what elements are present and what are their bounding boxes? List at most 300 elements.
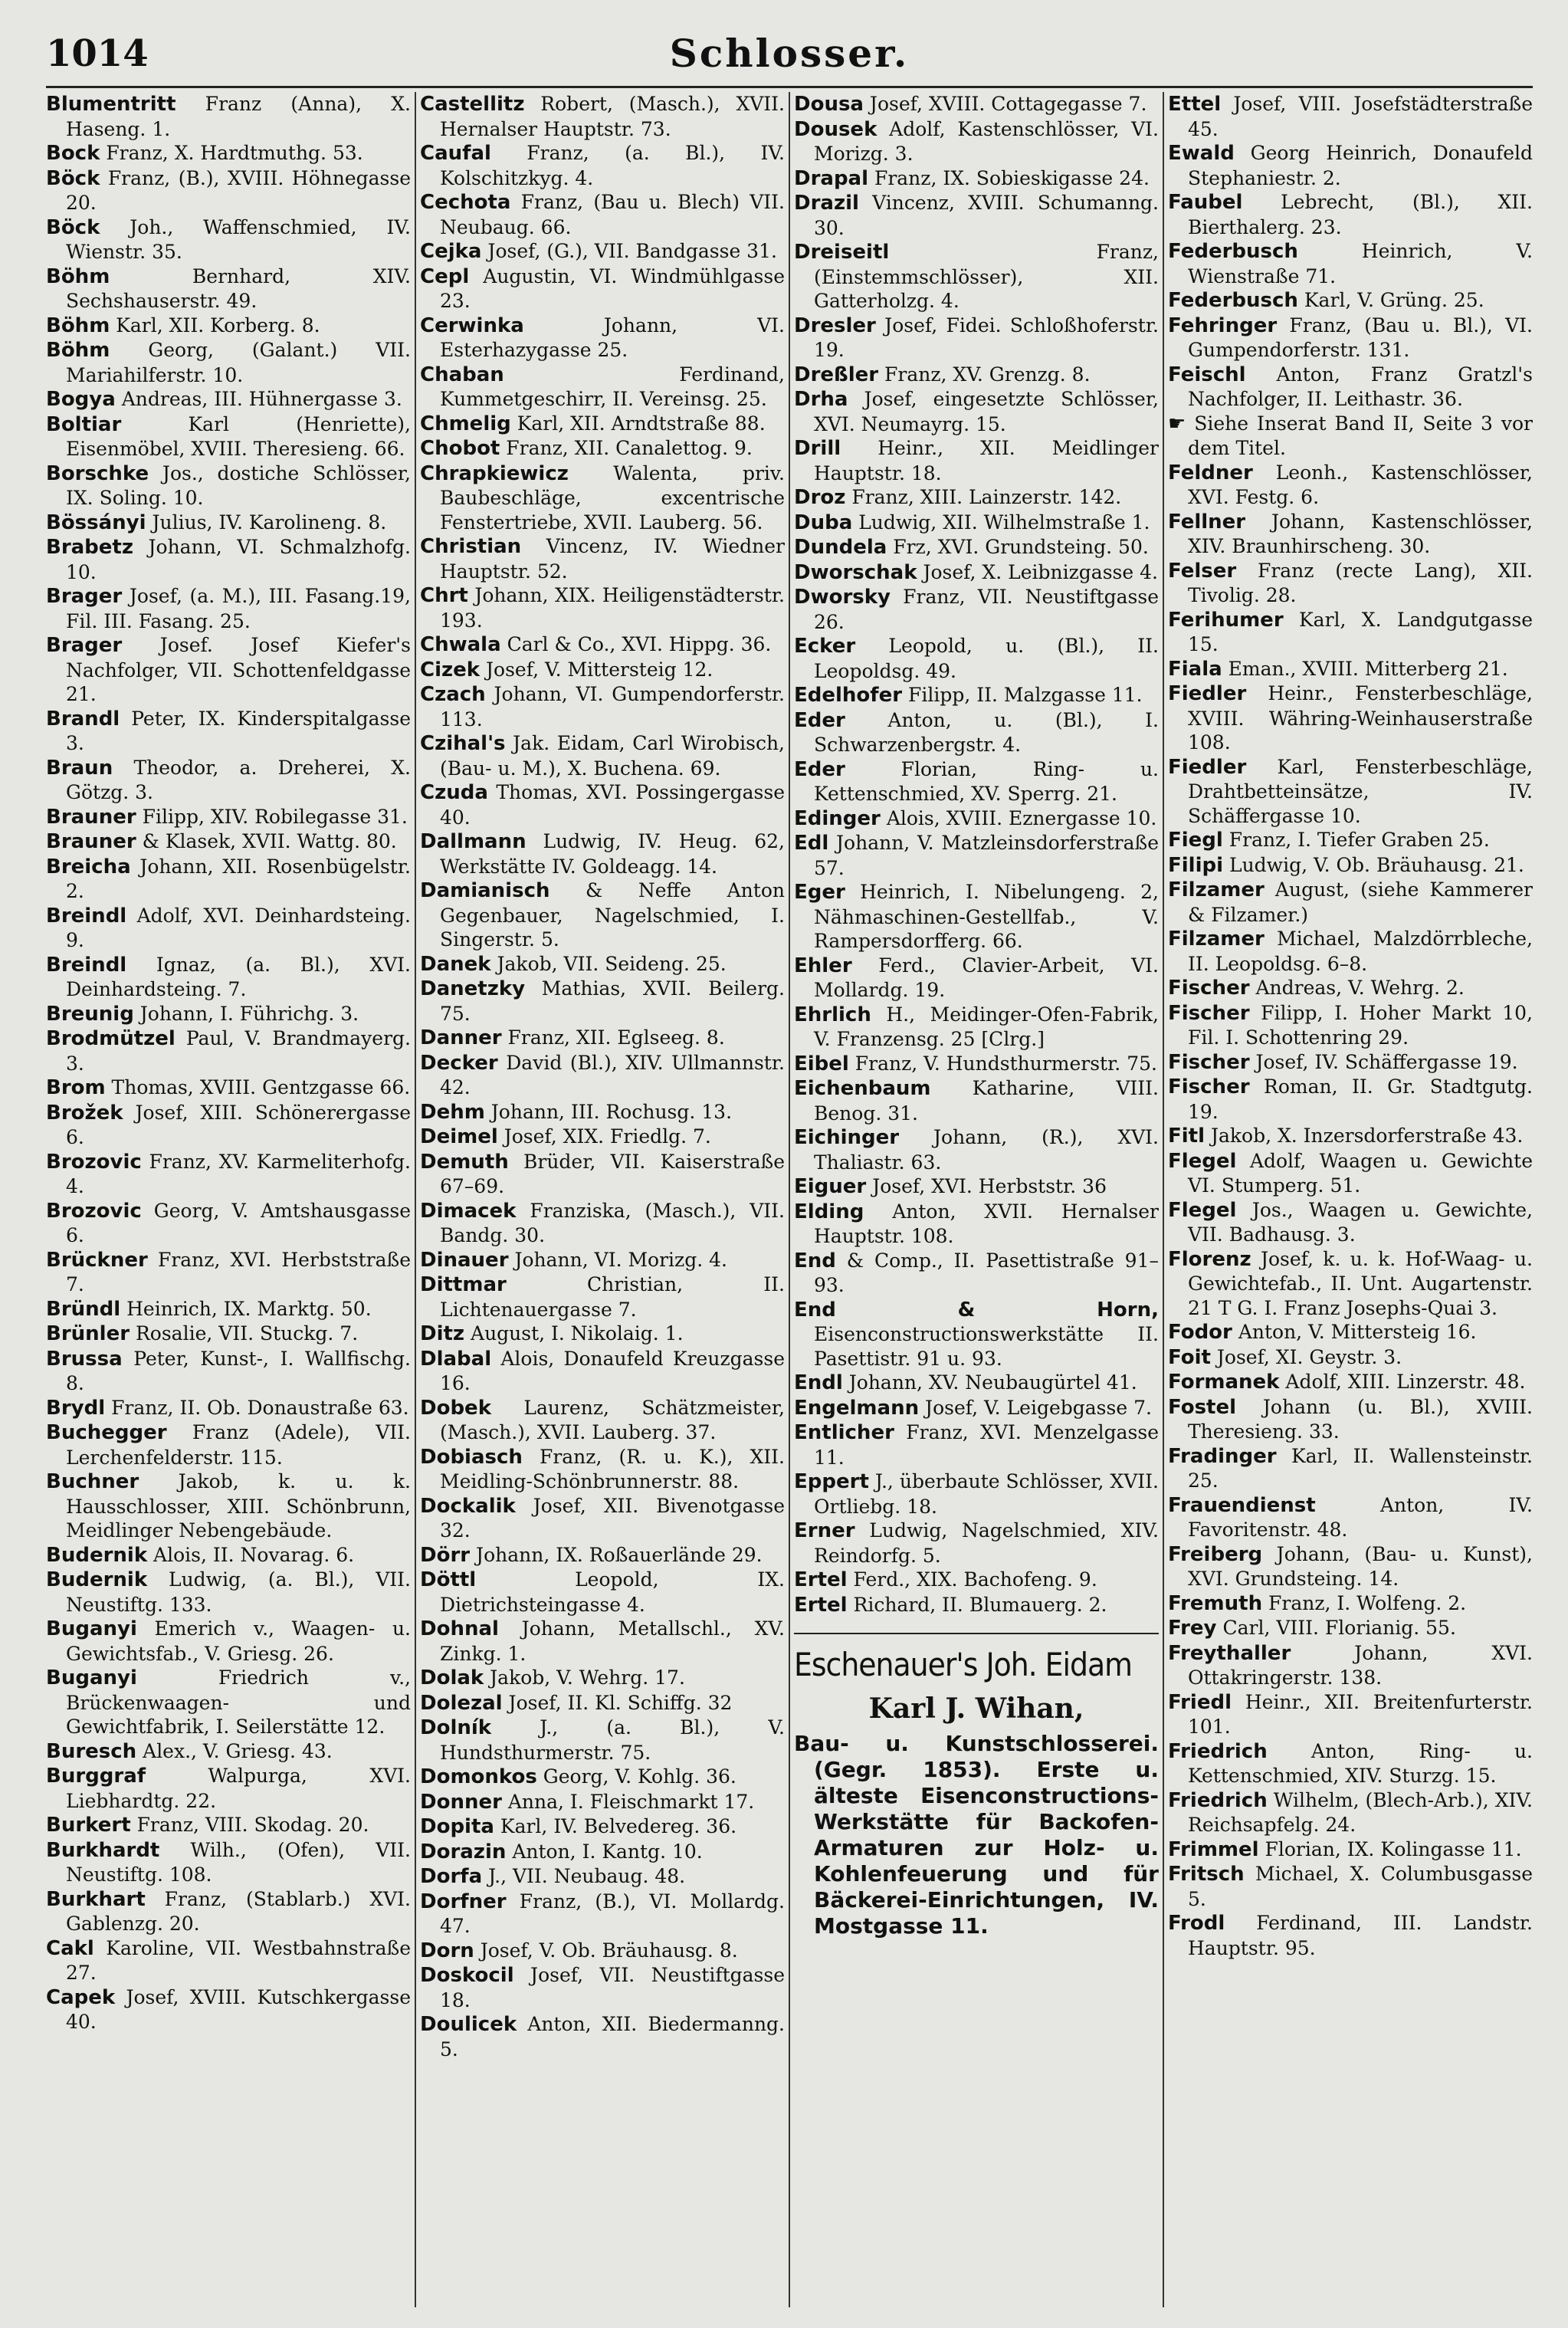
directory-entry [420, 1347, 785, 1396]
entry-details: Adolf, XIII. Linzerstr. 48. [1279, 1371, 1526, 1393]
directory-entry [46, 1101, 411, 1150]
directory-entry [1168, 1616, 1533, 1641]
entry-name: Czach [420, 683, 486, 706]
entry-name: Frodl [1168, 1912, 1225, 1935]
entry-name: Federbusch [1168, 289, 1298, 312]
entry-details: & Klasek, XVII. Wattg. 80. [136, 830, 397, 852]
entry-name: Fischer [1168, 977, 1250, 1000]
entry-details: Franz, XVI. Menzelgasse 11. [814, 1421, 1159, 1469]
entry-name: Dolak [420, 1666, 484, 1689]
directory-entry [794, 1420, 1159, 1469]
entry-name: Ewald [1168, 142, 1235, 165]
entry-name: Eibel [794, 1052, 849, 1075]
entry-name: Dreßler [794, 363, 879, 386]
entry-name: Chaban [420, 363, 504, 386]
directory-entry [420, 1691, 785, 1716]
directory-entry [46, 92, 411, 141]
entry-name: Freythaller [1168, 1641, 1291, 1665]
directory-entry [1168, 1641, 1533, 1690]
directory-entry [1168, 681, 1533, 755]
entry-name: Böck [46, 215, 100, 239]
directory-entry [46, 1666, 411, 1739]
directory-entry [46, 1985, 411, 2034]
entry-name: Brussa [46, 1347, 123, 1371]
entry-details: Jos., dostiche Schlösser, IX. Soling. 10. [66, 461, 411, 509]
directory-entry [420, 731, 785, 780]
directory-entry [46, 1739, 411, 1765]
entry-details: Ferd., XIX. Bachofeng. 9. [847, 1568, 1097, 1591]
entry-details: Florian, Ring- u. Kettenschmied, XV. Sperrg. 21. [814, 757, 1159, 805]
directory-entry [1168, 755, 1533, 829]
directory-entry [794, 1200, 1159, 1249]
entry-details: Heinr., XII. Meidlinger Hauptstr. 18. [814, 437, 1159, 484]
entry-details: Thomas, XVI. Possingergasse 40. [440, 781, 785, 829]
directory-entry [1168, 657, 1533, 682]
directory-entry [1168, 878, 1533, 927]
directory-entry [1168, 510, 1533, 559]
directory-entry [1168, 1444, 1533, 1493]
entry-name: Dresler [794, 314, 876, 337]
entry-details: Filipp, II. Malzgasse 11. [902, 684, 1143, 706]
entry-name: Budernik [46, 1543, 148, 1567]
entry-details: Johann, VI. Gumpendorferstr. 113. [440, 683, 785, 731]
entry-details: Jakob, V. Wehrg. 17. [484, 1666, 685, 1689]
directory-entry [794, 757, 1159, 806]
directory-entry [46, 1199, 411, 1248]
directory-entry [420, 1150, 785, 1199]
entry-details: Johann, XIX. Heiligenstädterstr. 193. [440, 584, 785, 632]
entry-details: Franziska, (Masch.), VII. Bandg. 30. [440, 1199, 785, 1246]
directory-entry [420, 1396, 785, 1445]
entry-details: Ludwig, XII. Wilhelmstraße 1. [852, 511, 1150, 534]
entry-details: Franz, (B.), VI. Mollardg. 47. [440, 1890, 785, 1937]
entry-name: Frey [1168, 1617, 1217, 1640]
entry-details: August, I. Nikolaig. 1. [464, 1322, 684, 1345]
entry-name: Ecker [794, 635, 856, 658]
entry-details: Josef, IV. Schäffergasse 19. [1249, 1050, 1518, 1073]
entry-details: Anna, I. Fleischmarkt 17. [501, 1790, 755, 1813]
directory-entry [46, 461, 411, 511]
directory-entry [420, 141, 785, 190]
entry-name: Erner [794, 1519, 855, 1542]
entry-details: Bernhard, XIV. Sechshauserstr. 49. [66, 264, 411, 312]
entry-name: Duba [794, 511, 853, 534]
entry-details: Mathias, XVII. Beilerg. 75. [440, 977, 785, 1025]
directory-entry [46, 1543, 411, 1568]
entry-name: Budernik [46, 1568, 148, 1591]
entry-name: Böhm [46, 264, 110, 288]
directory-entry [420, 952, 785, 977]
directory-entry [794, 880, 1159, 954]
entry-name: Dworsky [794, 586, 891, 609]
directory-entry [420, 1125, 785, 1150]
page-title: Schlosser. [669, 31, 910, 76]
entry-details: Josef, XI. Geystr. 3. [1210, 1345, 1402, 1368]
directory-entry [420, 2012, 785, 2061]
directory-entry [794, 117, 1159, 166]
directory-entry [420, 534, 785, 583]
directory-entry [1168, 1493, 1533, 1542]
directory-entry [420, 264, 785, 314]
entry-details: Franz, V. Hundsthurmerstr. 75. [848, 1052, 1157, 1075]
directory-entry [794, 1593, 1159, 1618]
entry-details: Ignaz, (a. Bl.), XVI. Deinhardsteing. 7. [66, 953, 411, 1000]
entry-details: Georg, (Galant.) VII. Mariahilferstr. 10. [66, 339, 411, 386]
entry-name: Bründl [46, 1297, 121, 1321]
directory-entry [1168, 1395, 1533, 1444]
entry-name: Donner [420, 1790, 502, 1814]
entry-name: Breunig [46, 1002, 134, 1026]
directory-entry [794, 1396, 1159, 1421]
entry-details: Franz (Adele), VII. Lerchenfelderstr. 115. [66, 1421, 411, 1469]
ad-owner: Karl J. Wihan, [868, 1693, 1084, 1725]
column-1 [46, 92, 411, 2307]
directory-entry [420, 878, 785, 952]
entry-details: Franz, (a. Bl.), IV. Kolschitzkyg. 4. [440, 142, 785, 189]
entry-name: Fellner [1168, 510, 1246, 534]
entry-details: Josef, k. u. k. Hof-Waag- u. Gewichtefab., II. Unt. Augartenstr. 21 T G. I. Franz Josephs-Quai 3. [1188, 1247, 1533, 1319]
directory-entry [46, 1150, 411, 1199]
entry-details: Franz, XV. Karmeliterhofg. 4. [66, 1150, 411, 1197]
directory-entry [794, 363, 1159, 388]
entry-name: Ehler [794, 954, 852, 977]
entry-details: Josef, XVIII. Kutschkergasse 40. [66, 1985, 411, 2033]
directory-entry [46, 1764, 411, 1813]
entry-name: Friedl [1168, 1690, 1232, 1714]
entry-details: Leopold, u. (Bl.), II. Leopoldsg. 49. [814, 635, 1159, 682]
entry-name: Faubel [1168, 191, 1243, 214]
entry-details: Carl, VIII. Florianig. 55. [1216, 1617, 1456, 1639]
directory-entry [794, 806, 1159, 832]
entry-name: Brandl [46, 707, 120, 731]
entry-name: Fremuth [1168, 1591, 1263, 1615]
directory-entry [420, 1026, 785, 1051]
directory-entry [420, 780, 785, 829]
entry-details: Franz, (Stablarb.) XVI. Gablenzg. 20. [66, 1887, 411, 1935]
entry-details: J., (a. Bl.), V. Hundsthurmerstr. 75. [440, 1716, 785, 1764]
directory-entry [420, 1890, 785, 1939]
entry-name: Frauendienst [1168, 1493, 1316, 1517]
directory-entry [46, 511, 411, 536]
directory-entry [794, 831, 1159, 880]
entry-details: Emerich v., Waagen- u. Gewichtsfab., V. Griesg. 26. [66, 1617, 411, 1665]
entry-name: Ertel [794, 1593, 848, 1617]
entry-name: Dolník [420, 1716, 492, 1739]
entry-details: Franz, II. Ob. Donaustraße 63. [105, 1396, 409, 1419]
entry-details: Josef, V. Leigebgasse 7. [919, 1396, 1152, 1419]
entry-name: Edelhofer [794, 684, 903, 707]
entry-details: Jakob, X. Inzersdorferstraße 43. [1205, 1125, 1524, 1147]
entry-name: Fitl [1168, 1125, 1206, 1148]
entry-details: Johann, XV. Neubaugürtel 41. [842, 1371, 1137, 1394]
entry-name: Castellitz [420, 93, 525, 116]
entry-details: Johann, VI. Morizg. 4. [508, 1248, 727, 1271]
directory-entry [46, 141, 411, 166]
entry-name: Blumentritt [46, 93, 176, 116]
entry-details: H., Meidinger-Ofen-Fabrik, V. Franzensg. 25 [Clrg.] [814, 1003, 1159, 1050]
entry-details: Georg Heinrich, Donaufeld Stephaniestr. 2. [1188, 142, 1533, 189]
entry-details: David (Bl.), XIV. Ullmannstr. 42. [440, 1051, 785, 1098]
entry-name: Brager [46, 585, 123, 608]
entry-name: Ditz [420, 1322, 465, 1345]
entry-details: Katharine, VIII. Benog. 31. [814, 1077, 1159, 1125]
entry-details: Franz, XII. Eglseeg. 8. [501, 1026, 725, 1049]
entry-details: Josef, eingesetzte Schlösser, XVI. Neumayrg. 15. [814, 388, 1159, 435]
directory-entry [46, 1248, 411, 1297]
directory-entry [794, 634, 1159, 683]
directory-entry [420, 977, 785, 1026]
entry-details: & Neffe Anton Gegenbauer, Nagelschmied, I. Singerstr. 5. [440, 879, 785, 951]
entry-name: Dimacek [420, 1199, 517, 1223]
entry-name: Buganyi [46, 1666, 137, 1689]
entry-name: Breicha [46, 855, 131, 878]
directory-entry [1168, 853, 1533, 878]
entry-name: Buchner [46, 1470, 139, 1493]
entry-name: Ettel [1168, 93, 1222, 116]
entry-details: Josef. Josef Kiefer's Nachfolger, VII. Schottenfeldgasse 21. [66, 634, 411, 705]
entry-name: Brydl [46, 1396, 106, 1420]
entry-name: Dreiseitl [794, 241, 890, 264]
entry-details: Josef, XVI. Herbststr. 36 [866, 1175, 1107, 1197]
entry-name: Engelmann [794, 1396, 920, 1420]
column-divider [789, 92, 790, 2307]
entry-name: Felser [1168, 559, 1237, 583]
entry-name: Danner [420, 1026, 502, 1049]
directory-entry [420, 239, 785, 264]
directory-entry [420, 92, 785, 141]
entry-name: Domonkos [420, 1765, 537, 1788]
directory-entry [420, 583, 785, 632]
entry-details: Eisenconstructionswerkstätte II. Pasettistr. 91 u. 93. [814, 1323, 1159, 1370]
directory-entry [46, 535, 411, 584]
directory-entry [1168, 1320, 1533, 1345]
entry-details: Johann, VI. Esterhazygasse 25. [440, 314, 785, 361]
directory-entry [420, 1840, 785, 1865]
entry-name: Dworschak [794, 560, 917, 584]
directory-entry [46, 1347, 411, 1396]
page-header [46, 26, 1533, 80]
directory-entry [794, 560, 1159, 586]
directory-entry [1168, 1345, 1533, 1371]
directory-entry [420, 412, 785, 437]
entry-name: Dorfa [420, 1865, 483, 1888]
entry-name: Chrt [420, 584, 468, 607]
entry-details: Ferdinand, Kummetgeschirr, II. Vereinsg. 25. [440, 363, 785, 410]
directory-entry [1168, 363, 1533, 412]
entry-details: Walenta, priv. Baubeschläge, excentrische Fenstertriebe, XVII. Lauberg. 56. [440, 461, 785, 534]
entry-details: Siehe Inserat Band II, Seite 3 vor dem Titel. [1186, 412, 1533, 459]
entry-details: Johann, Kastenschlösser, XIV. Braunhirscheng. 30. [1188, 510, 1533, 557]
directory-entry [420, 1790, 785, 1815]
directory-entry [420, 1199, 785, 1248]
entry-name: Brückner [46, 1248, 148, 1272]
directory-entry [1168, 1862, 1533, 1911]
entry-details: Karl, Fensterbeschläge, Drahtbetteinsätze, IV. Schäffergasse 10. [1188, 755, 1533, 827]
directory-entry [794, 240, 1159, 314]
entry-name: Flegel [1168, 1149, 1237, 1173]
directory-entry [46, 338, 411, 387]
entry-details: Jos., Waagen u. Gewichte, VII. Badhausg. 3. [1188, 1198, 1533, 1246]
entry-name: Demuth [420, 1150, 509, 1174]
entry-name: Eder [794, 757, 845, 781]
directory-entry [46, 1617, 411, 1666]
entry-name: Dallmann [420, 830, 526, 853]
directory-entry [46, 412, 411, 461]
directory-entry [46, 1838, 411, 1887]
entry-details: Karl (Henriette), Eisenmöbel, XVIII. Theresieng. 66. [66, 412, 411, 460]
directory-entry [1168, 412, 1533, 461]
entry-name: Buganyi [46, 1617, 137, 1640]
column-4 [1168, 92, 1533, 2307]
entry-name: Dorfner [420, 1890, 507, 1913]
header-divider [46, 86, 1533, 88]
entry-details: August, (siehe Kammerer & Filzamer.) [1188, 878, 1533, 926]
directory-entry [46, 633, 411, 707]
directory-entry [46, 166, 411, 215]
ad-heading: Eschenauer's Joh. Eidam [794, 1646, 1132, 1683]
directory-entry [794, 1076, 1159, 1125]
entry-details: Josef, (a. M.), III. Fasang.19, Fil. III. Fasang. 25. [66, 585, 411, 632]
directory-entry [794, 1174, 1159, 1200]
entry-details: Anton, I. Kantg. 10. [506, 1840, 703, 1863]
entry-name: Fischer [1168, 1001, 1250, 1025]
entry-name: Dlabal [420, 1347, 492, 1371]
entry-name: Czihal's [420, 732, 506, 755]
directory-entry [1168, 1788, 1533, 1837]
directory-entry [420, 1716, 785, 1765]
directory-entry [1168, 1911, 1533, 1960]
entry-details: Adolf, XVI. Deinhardsteing. 9. [66, 904, 411, 951]
entry-name: Dobiasch [420, 1445, 523, 1469]
directory-entry [794, 511, 1159, 536]
entry-details: Carl & Co., XVI. Hippg. 36. [500, 633, 772, 655]
entry-name: Burkert [46, 1814, 131, 1837]
entry-details: Frz, XVI. Grundsteing. 50. [887, 536, 1149, 558]
directory-entry [46, 584, 411, 633]
entry-name: End [794, 1249, 836, 1272]
directory-entry [1168, 314, 1533, 363]
entry-details: Karl, XII. Arndtstraße 88. [510, 412, 766, 435]
entry-details: Laurenz, Schätzmeister, (Masch.), XVII. Lauberg. 37. [440, 1396, 785, 1443]
directory-entry [1168, 1050, 1533, 1075]
directory-entry [1168, 190, 1533, 239]
entry-name: Breindl [46, 953, 127, 977]
entry-details: Jakob, VII. Seideng. 25. [490, 952, 727, 975]
entry-details: Franz (recte Lang), XII. Tivolig. 28. [1188, 559, 1533, 606]
directory-entry [794, 436, 1159, 485]
directory-entry [1168, 1739, 1533, 1788]
entry-name: Fodor [1168, 1321, 1232, 1344]
entry-name: Boltiar [46, 412, 122, 436]
entry-name: Feischl [1168, 363, 1246, 386]
entry-name: Ferihumer [1168, 608, 1284, 632]
entry-name: Braun [46, 756, 113, 780]
entry-name: Friedrich [1168, 1739, 1268, 1763]
directory-entry [794, 683, 1159, 708]
directory-entry [46, 855, 411, 904]
entry-name: Dopita [420, 1815, 494, 1838]
directory-entry [46, 707, 411, 756]
directory-entry [46, 215, 411, 264]
entry-name: Fiegl [1168, 829, 1223, 852]
entry-name: Droz [794, 486, 846, 509]
directory-entry [1168, 1542, 1533, 1591]
entry-details: Josef, XIII. Schönerergasse 6. [66, 1101, 411, 1148]
directory-entry [794, 485, 1159, 511]
directory-entry [794, 1052, 1159, 1077]
entry-details: Franz, VIII. Skodag. 20. [130, 1814, 369, 1836]
entry-details: Jakob, k. u. k. Hausschlosser, XIII. Schönbrunn, Meidlinger Nebengebäude. [66, 1470, 411, 1542]
entry-name: Caufal [420, 142, 491, 165]
entry-name: Brožek [46, 1101, 123, 1125]
entry-details: Johann (u. Bl.), XVIII. Theresieng. 33. [1188, 1395, 1533, 1443]
entry-name: Böhm [46, 339, 110, 362]
entry-details: Anton, Franz Gratzl's Nachfolger, II. Leithastr. 36. [1188, 363, 1533, 410]
entry-details: Franz, X. Hardtmuthg. 53. [100, 142, 363, 164]
entry-name: Fischer [1168, 1075, 1250, 1098]
entry-name: Capek [46, 1985, 116, 2009]
entry-name: Filzamer [1168, 928, 1265, 951]
entry-name: Filzamer [1168, 878, 1265, 901]
entry-name: Brager [46, 634, 123, 657]
entry-details: Peter, IX. Kinderspitalgasse 3. [66, 707, 411, 754]
entry-details: Andreas, V. Wehrg. 2. [1249, 977, 1465, 999]
directory-entry [794, 954, 1159, 1003]
entry-details: Karl, V. Grüng. 25. [1297, 289, 1484, 311]
entry-details: Leopold, IX. Dietrichsteingasse 4. [440, 1568, 785, 1616]
entry-details: Josef, (G.), VII. Bandgasse 31. [481, 240, 777, 262]
entry-details: Anton, XII. Biedermanng. 5. [440, 2013, 785, 2060]
entry-details: Filipp, XIV. Robilegasse 31. [136, 805, 408, 828]
entry-details: Johann, V. Matzleinsdorferstraße 57. [814, 832, 1159, 879]
entry-details: Heinr., Fensterbeschläge, XVIII. Währing-Weinhauserstraße 108. [1188, 682, 1533, 754]
entry-name: Dundela [794, 536, 887, 559]
entry-name: Eiguer [794, 1175, 867, 1198]
entry-details: Richard, II. Blumauerg. 2. [847, 1593, 1107, 1616]
entry-name: Brozovic [46, 1150, 142, 1174]
column-divider [415, 92, 416, 2307]
entry-name: Damianisch [420, 879, 550, 902]
entry-details: Franz, I. Tiefer Graben 25. [1222, 829, 1490, 851]
entry-name: Foit [1168, 1345, 1211, 1369]
entry-details: Karl, IV. Belvedereg. 36. [494, 1815, 737, 1837]
directory-entry [794, 92, 1159, 117]
directory-entry [420, 1666, 785, 1691]
entry-details: Anton, Ring- u. Kettenschmied, XIV. Sturzg. 15. [1188, 1739, 1533, 1787]
directory-entry [1168, 92, 1533, 141]
entry-name: Burkhardt [46, 1838, 160, 1862]
entry-details: Josef, II. Kl. Schiffg. 32 [502, 1691, 733, 1714]
entry-details: Adolf, Kastenschlösser, VI. Morizg. 3. [814, 117, 1159, 165]
directory-entry [794, 1125, 1159, 1174]
entry-details: Rosalie, VII. Stuckg. 7. [130, 1322, 359, 1345]
directory-entry [46, 1075, 411, 1101]
entry-name: Freiberg [1168, 1542, 1263, 1566]
directory-columns [46, 92, 1533, 2307]
entry-name: Brabetz [46, 536, 133, 559]
directory-entry [420, 461, 785, 535]
entry-name: Bock [46, 142, 100, 165]
entry-details: Franz, (B.), XVIII. Höhnegasse 20. [66, 166, 411, 214]
entry-details: Josef, XII. Bivenotgasse 32. [440, 1494, 785, 1542]
entry-name: Buchegger [46, 1421, 167, 1444]
directory-entry [420, 1322, 785, 1347]
entry-details: Karoline, VII. Westbahnstraße 27. [66, 1936, 411, 1984]
entry-details: Lebrecht, (Bl.), XII. Bierthalerg. 23. [1188, 191, 1533, 238]
directory-entry [1168, 927, 1533, 976]
entry-name: Brauner [46, 830, 136, 853]
directory-entry [420, 1939, 785, 1964]
